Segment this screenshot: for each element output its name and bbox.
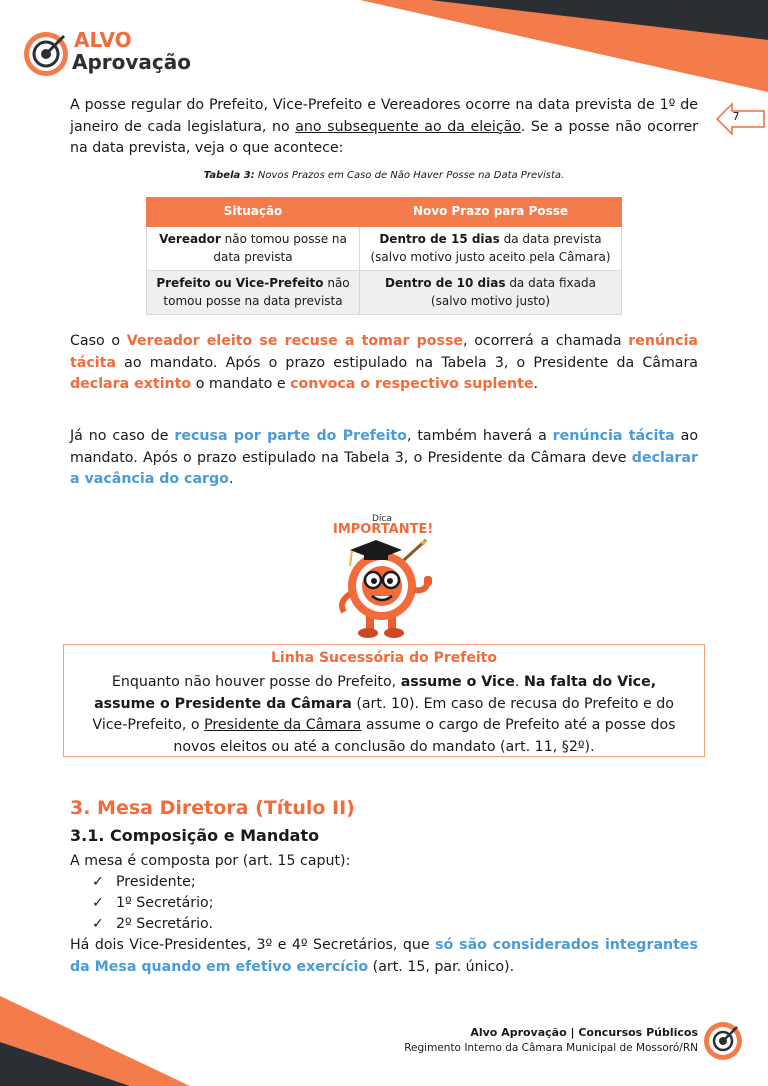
table-cell: Vereador não tomou posse na data prevista xyxy=(147,227,360,271)
bottom-left-decoration xyxy=(0,980,300,1086)
check-icon: ✓ xyxy=(92,874,104,890)
vereador-paragraph: Caso o Vereador eleito se recuse a tomar posse, ocorrerá a chamada renúncia tácita ao mandato. Após o prazo estipulado na Tabela 3, o Presidente da Câmara declara extinto o mandato e convoca o respectivo suplente. xyxy=(70,333,699,392)
table-row xyxy=(147,227,622,271)
intro-paragraph: A posse regular do Prefeito, Vice-Prefeito e Vereadores ocorre na data prevista de 1º de janeiro de cada legislatura, no ano subsequente ao da eleição. Se a posse não ocorrer na data prevista, veja o que acontece: xyxy=(70,97,698,156)
check-icon: ✓ xyxy=(92,916,104,932)
succession-box-title: Linha Sucessória do Prefeito xyxy=(271,650,497,666)
section-title: 3. Mesa Diretora (Título II) xyxy=(70,797,355,819)
list-item: ✓ 2º Secretário. xyxy=(92,914,213,935)
table-cell: Prefeito ou Vice-Prefeito não tomou posse na data prevista xyxy=(147,271,360,315)
target-logo-icon xyxy=(22,30,70,78)
prefeito-paragraph: Já no caso de recusa por parte do Prefeito, também haverá a renúncia tácita ao mandato. Após o prazo estipulado na Tabela 3, o Presidente da Câmara deve declarar a vacância do cargo. xyxy=(70,428,698,487)
table-row xyxy=(147,271,622,315)
footer-logo-icon xyxy=(703,1021,743,1061)
tip-label-small: Dica xyxy=(372,514,392,524)
table-cell: Dentro de 15 dias da data prevista (salvo motivo justo aceito pela Câmara) xyxy=(360,227,622,271)
footer-line1: Alvo Aprovação | Concursos Públicos xyxy=(470,1026,698,1039)
logo-line1: ALVO xyxy=(74,28,132,52)
check-icon: ✓ xyxy=(92,895,104,911)
tip-label-big: IMPORTANTE! xyxy=(333,522,434,537)
table-header: Novo Prazo para Posse xyxy=(360,198,622,227)
succession-box xyxy=(63,644,705,757)
section-lead: A mesa é composta por (art. 15 caput): xyxy=(70,853,351,869)
subsection-title: 3.1. Composição e Mandato xyxy=(70,826,320,845)
logo-line2: Aprovação xyxy=(72,50,192,74)
list-item: ✓ 1º Secretário; xyxy=(92,893,214,914)
table-caption: Tabela 3: Novos Prazos em Caso de Não Haver Posse na Data Prevista. xyxy=(203,170,565,181)
list-item: ✓ Presidente; xyxy=(92,872,196,893)
mesa-paragraph: Há dois Vice-Presidentes, 3º e 4º Secretários, que só são considerados integrantes da Mesa quando em efetivo exercício (art. 15, par. único). xyxy=(70,937,698,975)
table-header: Situação xyxy=(147,198,360,227)
footer-line2: Regimento Interno da Câmara Municipal de Mossoró/RN xyxy=(404,1042,698,1054)
logo xyxy=(22,28,192,80)
deadline-table xyxy=(146,197,622,315)
mascot-icon xyxy=(330,536,440,640)
page-number: 7 xyxy=(732,110,740,123)
table-cell: Dentro de 10 dias da data fixada (salvo motivo justo) xyxy=(360,271,622,315)
succession-box-text: Enquanto não houver posse do Prefeito, assume o Vice. Na falta do Vice, assume o Presidente da Câmara (art. 10). Em caso de recusa do Prefeito e do Vice-Prefeito, o Presidente da Câmara assume o cargo de Prefeito até a posse dos novos eleitos ou até a conclusão do mandato (art. 11, §2º). xyxy=(92,674,676,755)
